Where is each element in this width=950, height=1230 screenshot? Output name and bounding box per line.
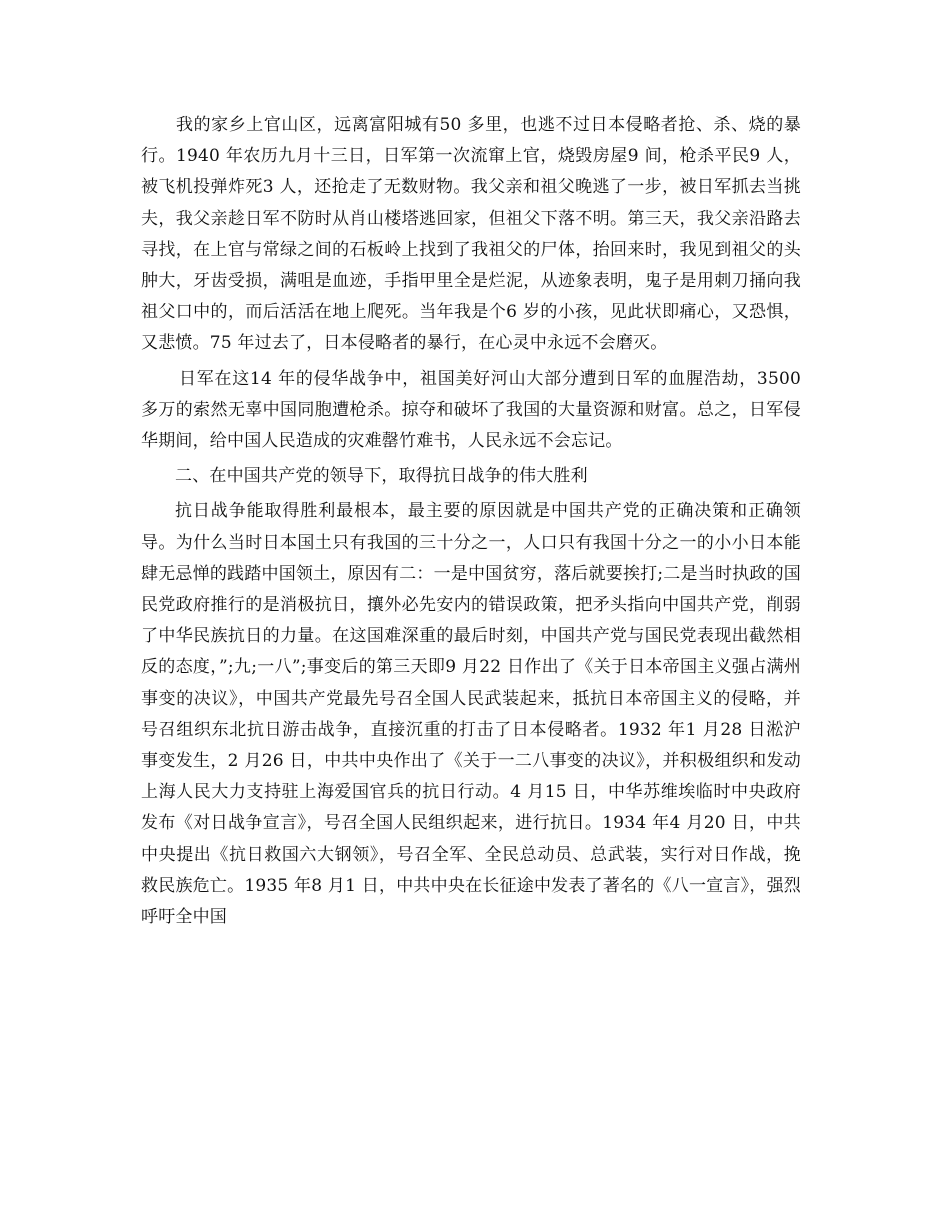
paragraph-war-damage: 日军在这14 年的侵华战争中，祖国美好河山大部分遭到日军的血腥浩劫，3500 多万的索然无辜中国同胞遭枪杀。掠夺和破坏了我国的大量资源和财富。总之，日军侵华期间，给中国人民造成的灾难罄竹难书，人民永远不会忘记。 — [141, 368, 801, 452]
paragraph-party-leadership: 抗日战争能取得胜利最根本，最主要的原因就是中国共产党的正确决策和正确领导。为什么当时日本国土只有我国的三十分之一，人口只有我国十分之一的小小日本能肆无忌惮的践踏中国领土，原因有二：一是中国贫穷，落后就要挨打;二是当时执政的国民党政府推行的是消极抗日，攘外必先安内的错误政策，把矛头指向中国共产党，削弱了中华民族抗日的力量。在这国难深重的最后时刻，中国共产党与国民党表现出截然相反的态度，”;九;一八”;事变后的第三天即9 月22 日作出了《关于日本帝国主义强占满州事变的决议》，中国共产党最先号召全国人民武装起来，抵抗日本帝国主义的侵略，并号召组织东北抗日游击战争，直接沉重的打击了日本侵略者。1932 年1 月28 日淞沪事变发生，2 月26 日，中共中央作出了《关于一二八事变的决议》，并积极组织和发动上海人民大力支持驻上海爱国官兵的抗日行动。4 月15 日，中华苏维埃临时中央政府发布《对日战争宣言》，号召全国人民组织起来，进行抗日。1934 年4 月20 日，中共中央提出《抗日救国六大钢领》，号召全军、全民总动员、总武装，实行对日作战，挽救民族危亡。1935 年8 月1 日，中共中央在长征途中发表了著名的《八一宣言》，强烈呼吁全中国 — [141, 501, 801, 928]
section-heading: 二、在中国共产党的领导下，取得抗日战争的伟大胜利 — [175, 466, 588, 487]
paragraph-family-memory: 我的家乡上官山区，远离富阳城有50 多里，也逃不过日本侵略者抢、杀、烧的暴行。1940 年农历九月十三日，日军第一次流窜上官，烧毁房屋9 间，枪杀平民9 人，被飞机投弹炸死3 人，还抢走了无数财物。我父亲和祖父晚逃了一步，被日军抓去当挑夫，我父亲趁日军不防时从肖山楼塔逃回家，但祖父下落不明。第三天，我父亲沿路去寻找，在上官与常绿之间的石板岭上找到了我祖父的尸体，抬回来时，我见到祖父的头肿大，牙齿受损，满咀是血迹，手指甲里全是烂泥，从迹象表明，鬼子是用刺刀捅向我祖父口中的，而后活活在地上爬死。当年我是个6 岁的小孩，见此状即痛心，又恐惧，又悲愤。75 年过去了，日本侵略者的暴行，在心灵中永远不会磨灭。 — [141, 115, 801, 354]
document-page — [141, 110, 801, 933]
